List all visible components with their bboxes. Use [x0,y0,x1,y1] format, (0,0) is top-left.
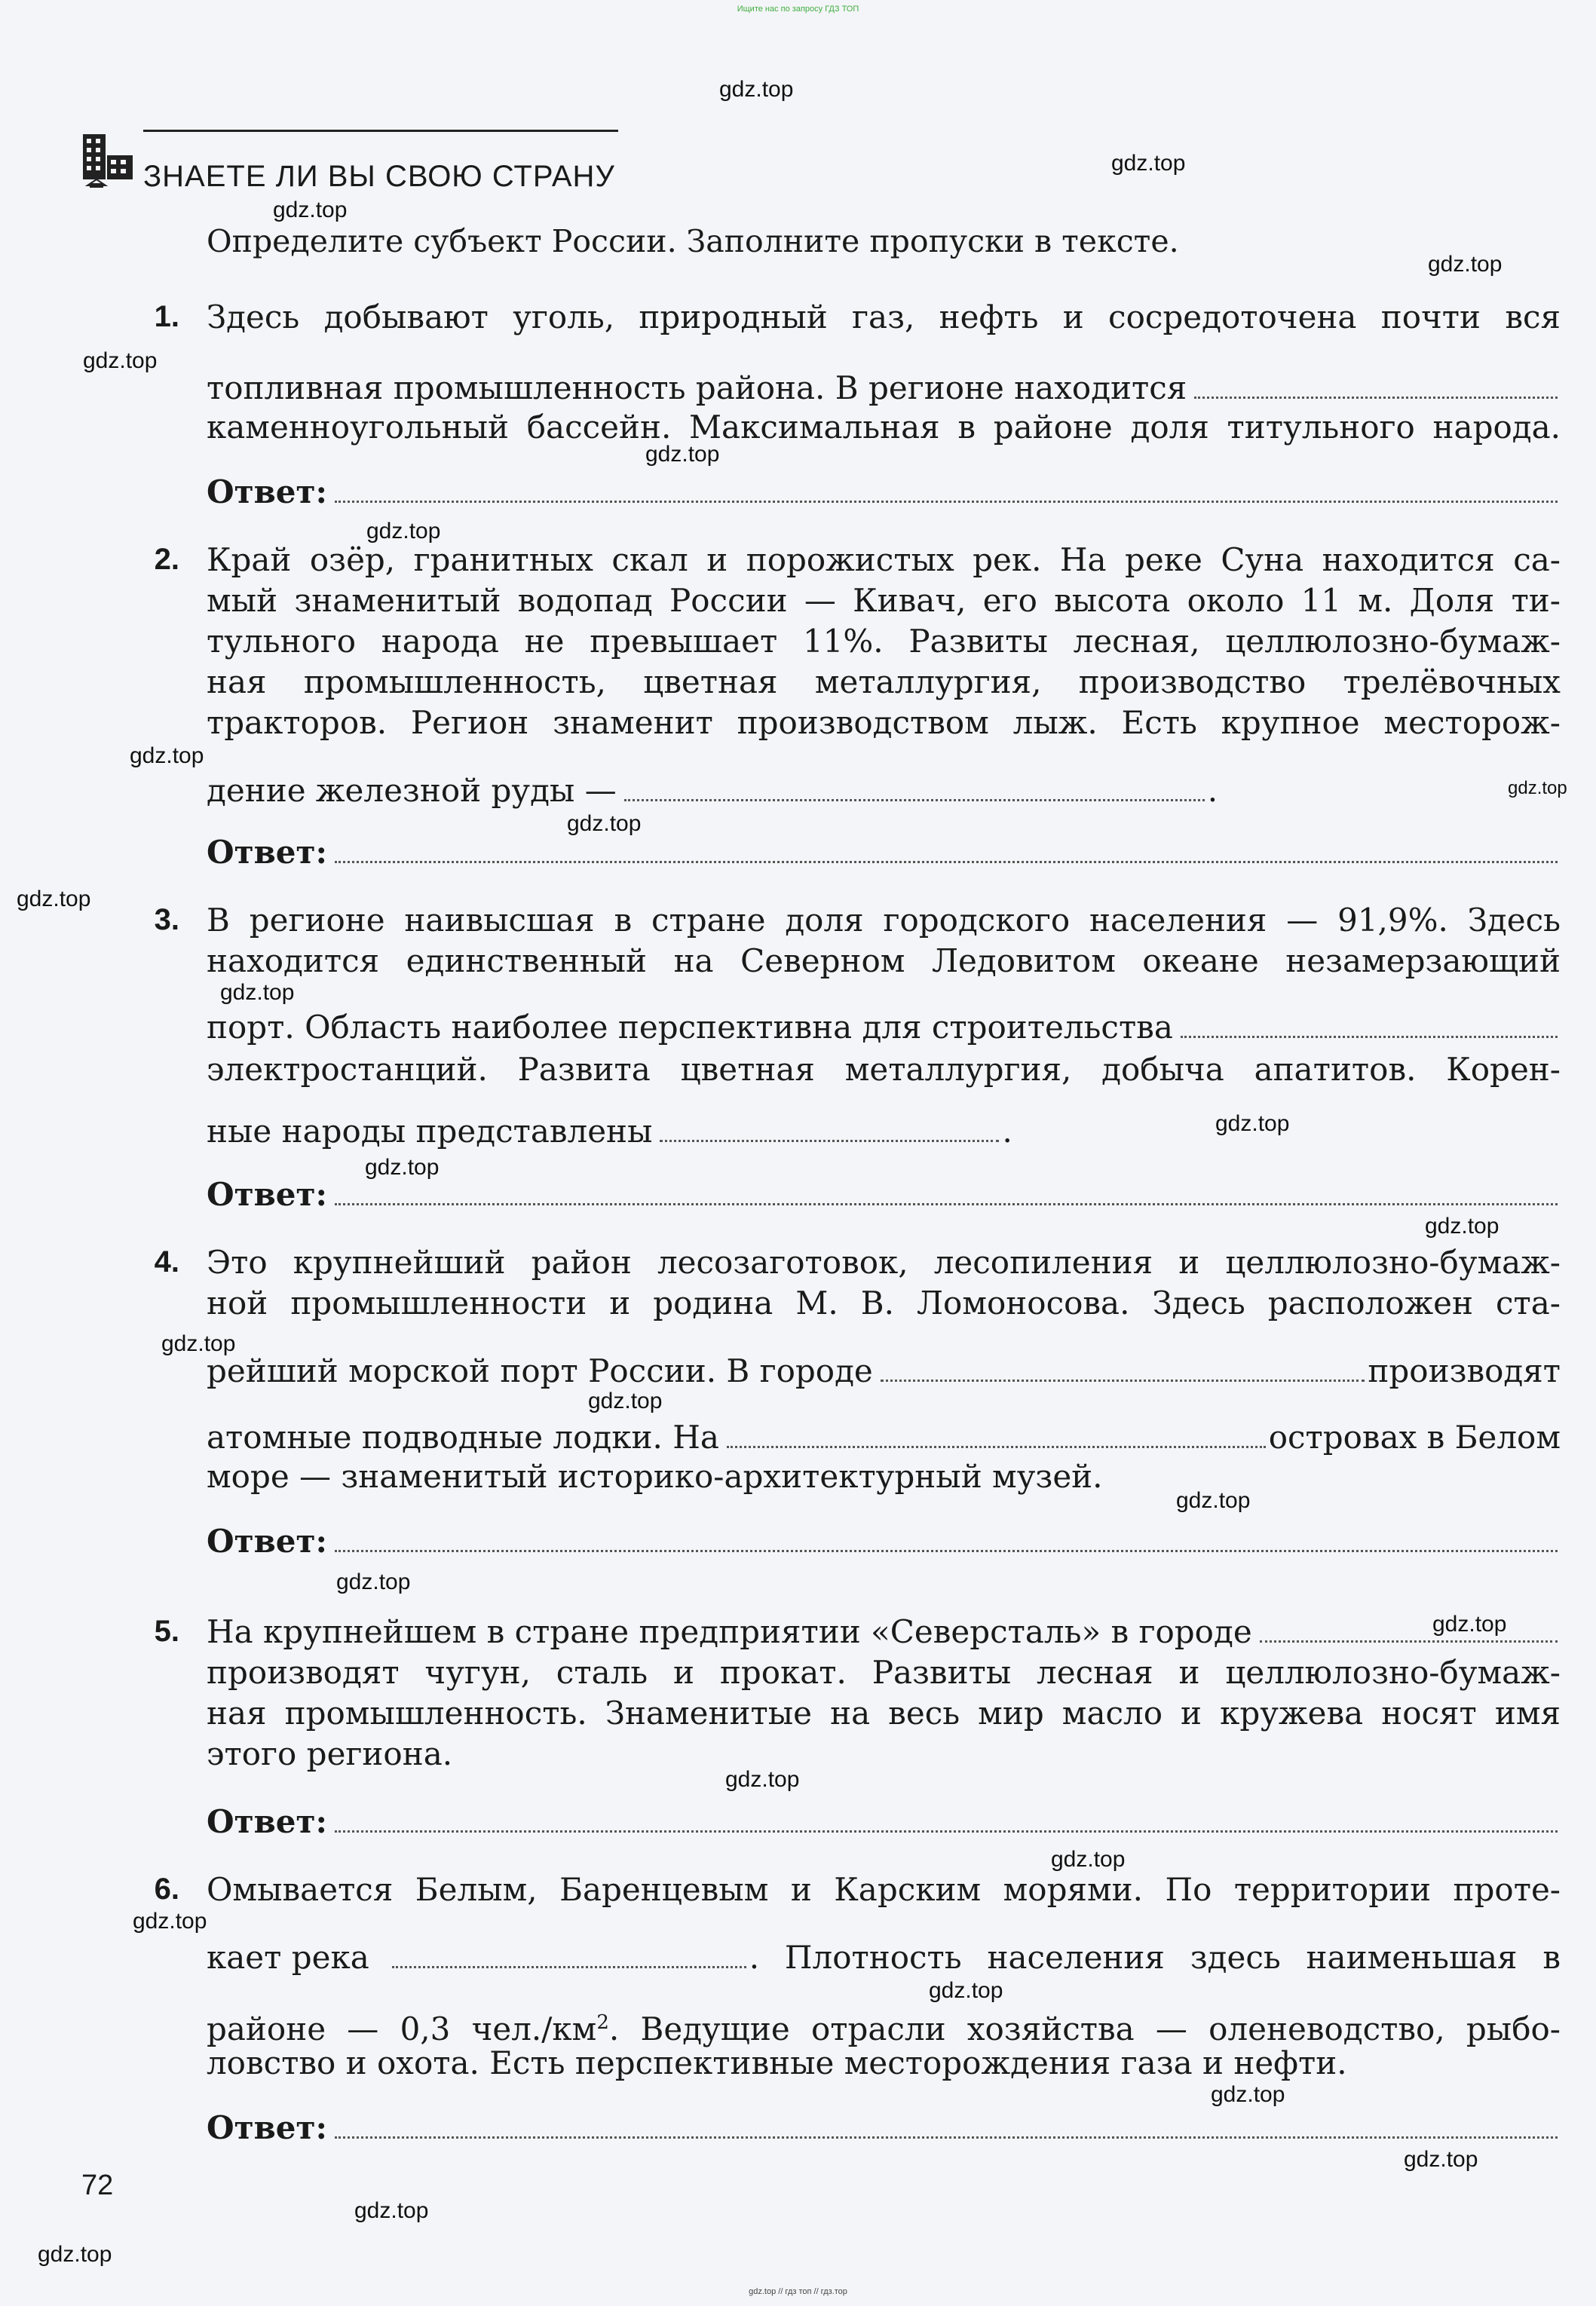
answer-field[interactable] [335,1203,1558,1205]
watermark: gdz.top [1425,1214,1500,1239]
instructions: Определите субъект России. Заполните пропуски в тексте. [207,223,1179,259]
task-6-line-2: кает река . Плотность населения здесь наименьшая в [207,1939,1561,1976]
watermark: gdz.top [354,2198,429,2223]
watermark: gdz.top [1428,252,1503,277]
blank-field[interactable] [881,1380,1365,1382]
answer-field[interactable] [335,501,1558,503]
task-number: 4. [154,1245,179,1279]
watermark: gdz.top [1211,2082,1285,2107]
watermark: gdz.top [1176,1488,1251,1513]
task-number: 2. [154,543,179,576]
watermark: gdz.top [1051,1847,1126,1872]
task-4-line-2: ной промышленности и родина М. В. Ломоносова. Здесь расположен ста- [207,1285,1561,1321]
watermark: gdz.top [567,811,642,836]
task-3-line-1: В регионе наивысшая в стране доля городского населения — 91,9%. Здесь [207,902,1561,939]
task-number: 1. [154,300,179,333]
task-4-line-1: Это крупнейший район лесозаготовок, лесопиления и целлюлозно-бумаж- [207,1244,1561,1281]
blank-field[interactable] [660,1140,999,1142]
task-3-line-2: находится единственный на Северном Ледовитом океане незамерзающий [207,942,1561,979]
watermark: gdz.top [1404,2147,1478,2172]
watermark: gdz.top [133,1909,207,1934]
task-number: 6. [154,1873,179,1906]
watermark: gdz.top [365,1155,440,1180]
task-3-answer: Ответ: [207,1174,1561,1215]
watermark: gdz.top [929,1978,1003,2003]
watermark: gdz.top [336,1569,411,1594]
task-5-line-2: производят чугун, сталь и прокат. Развиты лесная и целлюлозно-бумаж- [207,1654,1561,1691]
watermark: gdz.top [719,77,794,102]
task-number: 3. [154,903,179,936]
task-2-line-1: Край озёр, гранитных скал и порожистых рек. На реке Суна находится са- [207,541,1561,578]
task-2-line-2: мый знаменитый водопад России — Кивач, его высота около 11 м. Доля ти- [207,582,1561,619]
task-6-line-1: Омывается Белым, Баренцевым и Карским морями. По территории проте- [207,1871,1561,1908]
task-2-line-3: тульного народа не превышает 11%. Развиты лесная, целлюлозно-бумаж- [207,623,1561,660]
task-3-line-3: порт. Область наиболее перспективна для строительства [207,1007,1561,1048]
bottom-notice: gdz.top // гдз топ // гдз.тор [749,2287,847,2296]
task-1-line-3: каменноугольный бассейн. Максимальная в районе доля титульного народа. [207,409,1561,446]
task-number: 5. [154,1615,179,1648]
task-1-line-2: топливная промышленность района. В регионе находится [207,368,1561,409]
blank-field[interactable] [1260,1640,1558,1643]
watermark: gdz.top [83,348,158,373]
task-3-line-5: ные народы представлены . [207,1113,1012,1150]
watermark: gdz.top [273,198,348,222]
task-2-line-5: тракторов. Регион знаменит производством лыж. Есть крупное месторож- [207,704,1561,741]
blank-field[interactable] [392,1966,746,1968]
task-3-line-4: электростанций. Развита цветная металлургия, добыча апатитов. Корен- [207,1051,1561,1088]
blank-field[interactable] [1194,397,1558,399]
watermark: gdz.top [588,1389,663,1413]
watermark: gdz.top [1508,778,1567,798]
top-notice: Ищите нас по запросу ГДЗ ТОП [737,5,859,14]
task-5-line-3: ная промышленность. Знаменитые на весь мир масло и кружева носят имя [207,1695,1561,1732]
watermark: gdz.top [161,1331,236,1356]
header-rule [143,130,618,132]
task-4-line-3: рейший морской порт России. В городе производят [207,1352,1561,1389]
watermark: gdz.top [1111,151,1186,176]
answer-field[interactable] [335,1830,1558,1833]
watermark: gdz.top [220,980,295,1005]
task-4-line-5: море — знаменитый историко-архитектурный музей. [207,1458,1103,1495]
task-6-answer: Ответ: [207,2108,1561,2148]
watermark: gdz.top [725,1767,800,1792]
task-1-answer: Ответ: [207,472,1561,513]
task-2-line-6: дение железной руды — . [207,772,1218,809]
buildings-icon [81,133,136,188]
task-1-line-1: Здесь добывают уголь, природный газ, нефть и сосредоточена почти вся [207,299,1561,335]
answer-field[interactable] [335,1550,1558,1552]
task-2-answer: Ответ: [207,832,1561,873]
watermark: gdz.top [1432,1612,1507,1637]
task-6-line-3: районе — 0,3 $чел./км^2$. Ведущие отрасли хозяйства — оленеводство, рыбо- [207,2010,1561,2047]
task-5-line-4: этого региона. [207,1735,453,1772]
watermark: gdz.top [130,743,204,768]
task-2-line-4: ная промышленность, цветная металлургия, производство трелёвочных [207,663,1561,700]
task-4-answer: Ответ: [207,1521,1561,1562]
task-4-line-4: атомные подводные лодки. На островах в Белом [207,1419,1561,1456]
page-number: 72 [81,2170,114,2201]
blank-field[interactable] [1181,1036,1558,1038]
watermark: gdz.top [1215,1111,1290,1136]
watermark: gdz.top [366,519,441,544]
answer-field[interactable] [335,2136,1558,2139]
section-title: ЗНАЕТЕ ЛИ ВЫ СВОЮ СТРАНУ [143,160,615,193]
task-5-line-1: На крупнейшем в стране предприятии «Северсталь» в городе [207,1612,1561,1652]
task-5-answer: Ответ: [207,1802,1561,1842]
blank-field[interactable] [624,799,1205,801]
watermark: gdz.top [17,887,91,911]
watermark: gdz.top [38,2242,112,2267]
task-6-line-4: ловство и охота. Есть перспективные месторождения газа и нефти. [207,2044,1347,2081]
answer-field[interactable] [335,861,1558,863]
watermark: gdz.top [645,442,720,467]
blank-field[interactable] [727,1446,1266,1448]
